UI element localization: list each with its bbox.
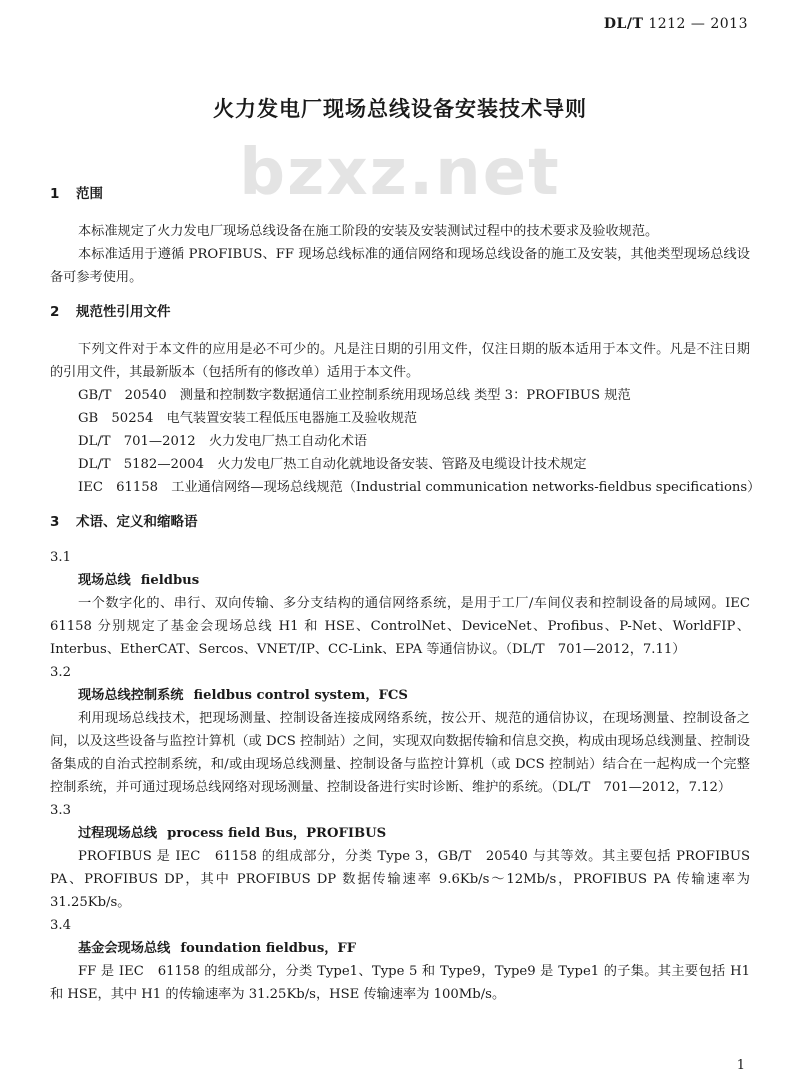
term-definition: PROFIBUS 是 IEC 61158 的组成部分，分类 Type 3，GB/T 20540 与其等效。其主要包括 PROFIBUS PA、PROFIBUS DP，其中 PROFIBUS DP 数据传输速率 9.6Kb/s～12Mb/s，PROFIBUS PA 传输速率为 31.25Kb/s。 xyxy=(50,849,750,910)
section-title: 规范性引用文件 xyxy=(76,304,171,320)
term-heading xyxy=(50,569,750,592)
clause-number: 3.3 xyxy=(50,803,71,818)
term-english: fieldbus xyxy=(140,573,200,588)
watermark: bzxz.net xyxy=(239,136,561,210)
standard-number xyxy=(604,16,748,32)
reference-item: GB 50254 电气装置安装工程低压电器施工及验收规范 xyxy=(78,411,418,426)
term-english: foundation fieldbus，FF xyxy=(180,941,357,956)
term-english: process field Bus，PROFIBUS xyxy=(167,826,387,841)
section-heading xyxy=(50,511,750,534)
paragraph: 下列文件对于本文件的应用是必不可少的。凡是注日期的引用文件，仅注日期的版本适用于本文件。凡是不注日期的引用文件，其最新版本（包括所有的修改单）适用于本文件。 xyxy=(50,342,750,380)
reference-item: DL/T 5182—2004 火力发电厂热工自动化就地设备安装、管路及电缆设计技术规定 xyxy=(78,457,587,472)
reference-item: IEC 61158 工业通信网络—现场总线规范（Industrial communication networks-fieldbus specifications） xyxy=(78,480,761,495)
reference-item: DL/T 701—2012 火力发电厂热工自动化术语 xyxy=(78,434,368,449)
paragraph: 本标准规定了火力发电厂现场总线设备在施工阶段的安装及安装测试过程中的技术要求及验收规范。 xyxy=(78,224,659,239)
section-number: 1 xyxy=(50,186,60,202)
section-heading xyxy=(50,183,750,206)
reference-item: GB/T 20540 测量和控制数字数据通信工业控制系统用现场总线 类型 3：PROFIBUS 规范 xyxy=(78,388,631,403)
term-definition: FF 是 IEC 61158 的组成部分，分类 Type1、Type 5 和 Type9，Type9 是 Type1 的子集。其主要包括 H1 和 HSE，其中 H1 的传输速率为 31.25Kb/s，HSE 传输速率为 100Mb/s。 xyxy=(50,964,750,1002)
term-english: fieldbus control system，FCS xyxy=(193,688,408,703)
term-definition: 一个数字化的、串行、双向传输、多分支结构的通信网络系统，是用于工厂/车间仪表和控制设备的局域网。IEC 61158 分别规定了基金会现场总线 H1 和 HSE、ControlNet、DeviceNet、Profibus、P-Net、WorldFIP、Interbus、EtherCAT、Sercos、VNET/IP、CC-Link、EPA 等通信协议。（DL/T 701—2012，7.11） xyxy=(50,596,764,657)
term-chinese: 过程现场总线 xyxy=(78,826,158,841)
section-title: 术语、定义和缩略语 xyxy=(76,514,198,530)
section-heading xyxy=(50,301,750,324)
paragraph: 本标准适用于遵循 PROFIBUS、FF 现场总线标准的通信网络和现场总线设备的施工及安装，其他类型现场总线设备可参考使用。 xyxy=(50,247,750,285)
page-number: 1 xyxy=(736,1058,745,1073)
section-title: 范围 xyxy=(76,186,103,202)
section-number: 2 xyxy=(50,304,60,320)
document-body xyxy=(50,183,764,1006)
term-chinese: 现场总线控制系统 xyxy=(78,688,184,703)
term-chinese: 基金会现场总线 xyxy=(78,941,171,956)
term-chinese: 现场总线 xyxy=(78,573,131,588)
standard-code: 1212 — 2013 xyxy=(648,16,748,32)
clause-number: 3.1 xyxy=(50,550,71,565)
term-heading xyxy=(50,937,750,960)
section-number: 3 xyxy=(50,514,60,530)
clause-number: 3.2 xyxy=(50,665,71,680)
document-title: 火力发电厂现场总线设备安装技术导则 xyxy=(213,97,587,121)
term-heading xyxy=(50,822,750,845)
term-heading xyxy=(50,684,750,707)
standard-prefix: DL/T xyxy=(603,16,644,32)
term-definition: 利用现场总线技术，把现场测量、控制设备连接成网络系统，按公开、规范的通信协议，在现场测量、控制设备之间，以及这些设备与监控计算机（或 DCS 控制站）之间，实现双向数据传输和信息交换，构成由现场总线测量、控制设备集成的自治式控制系统，和/或由现场总线测量、控制设备与监控计算机（或 DCS 控制站）结合在一起构成一个完整控制系统，并可通过现场总线网络对现场测量、控制设备进行实时诊断、维护的系统。（DL/T 701—2012，7.12） xyxy=(50,711,750,795)
clause-number: 3.4 xyxy=(50,918,71,933)
